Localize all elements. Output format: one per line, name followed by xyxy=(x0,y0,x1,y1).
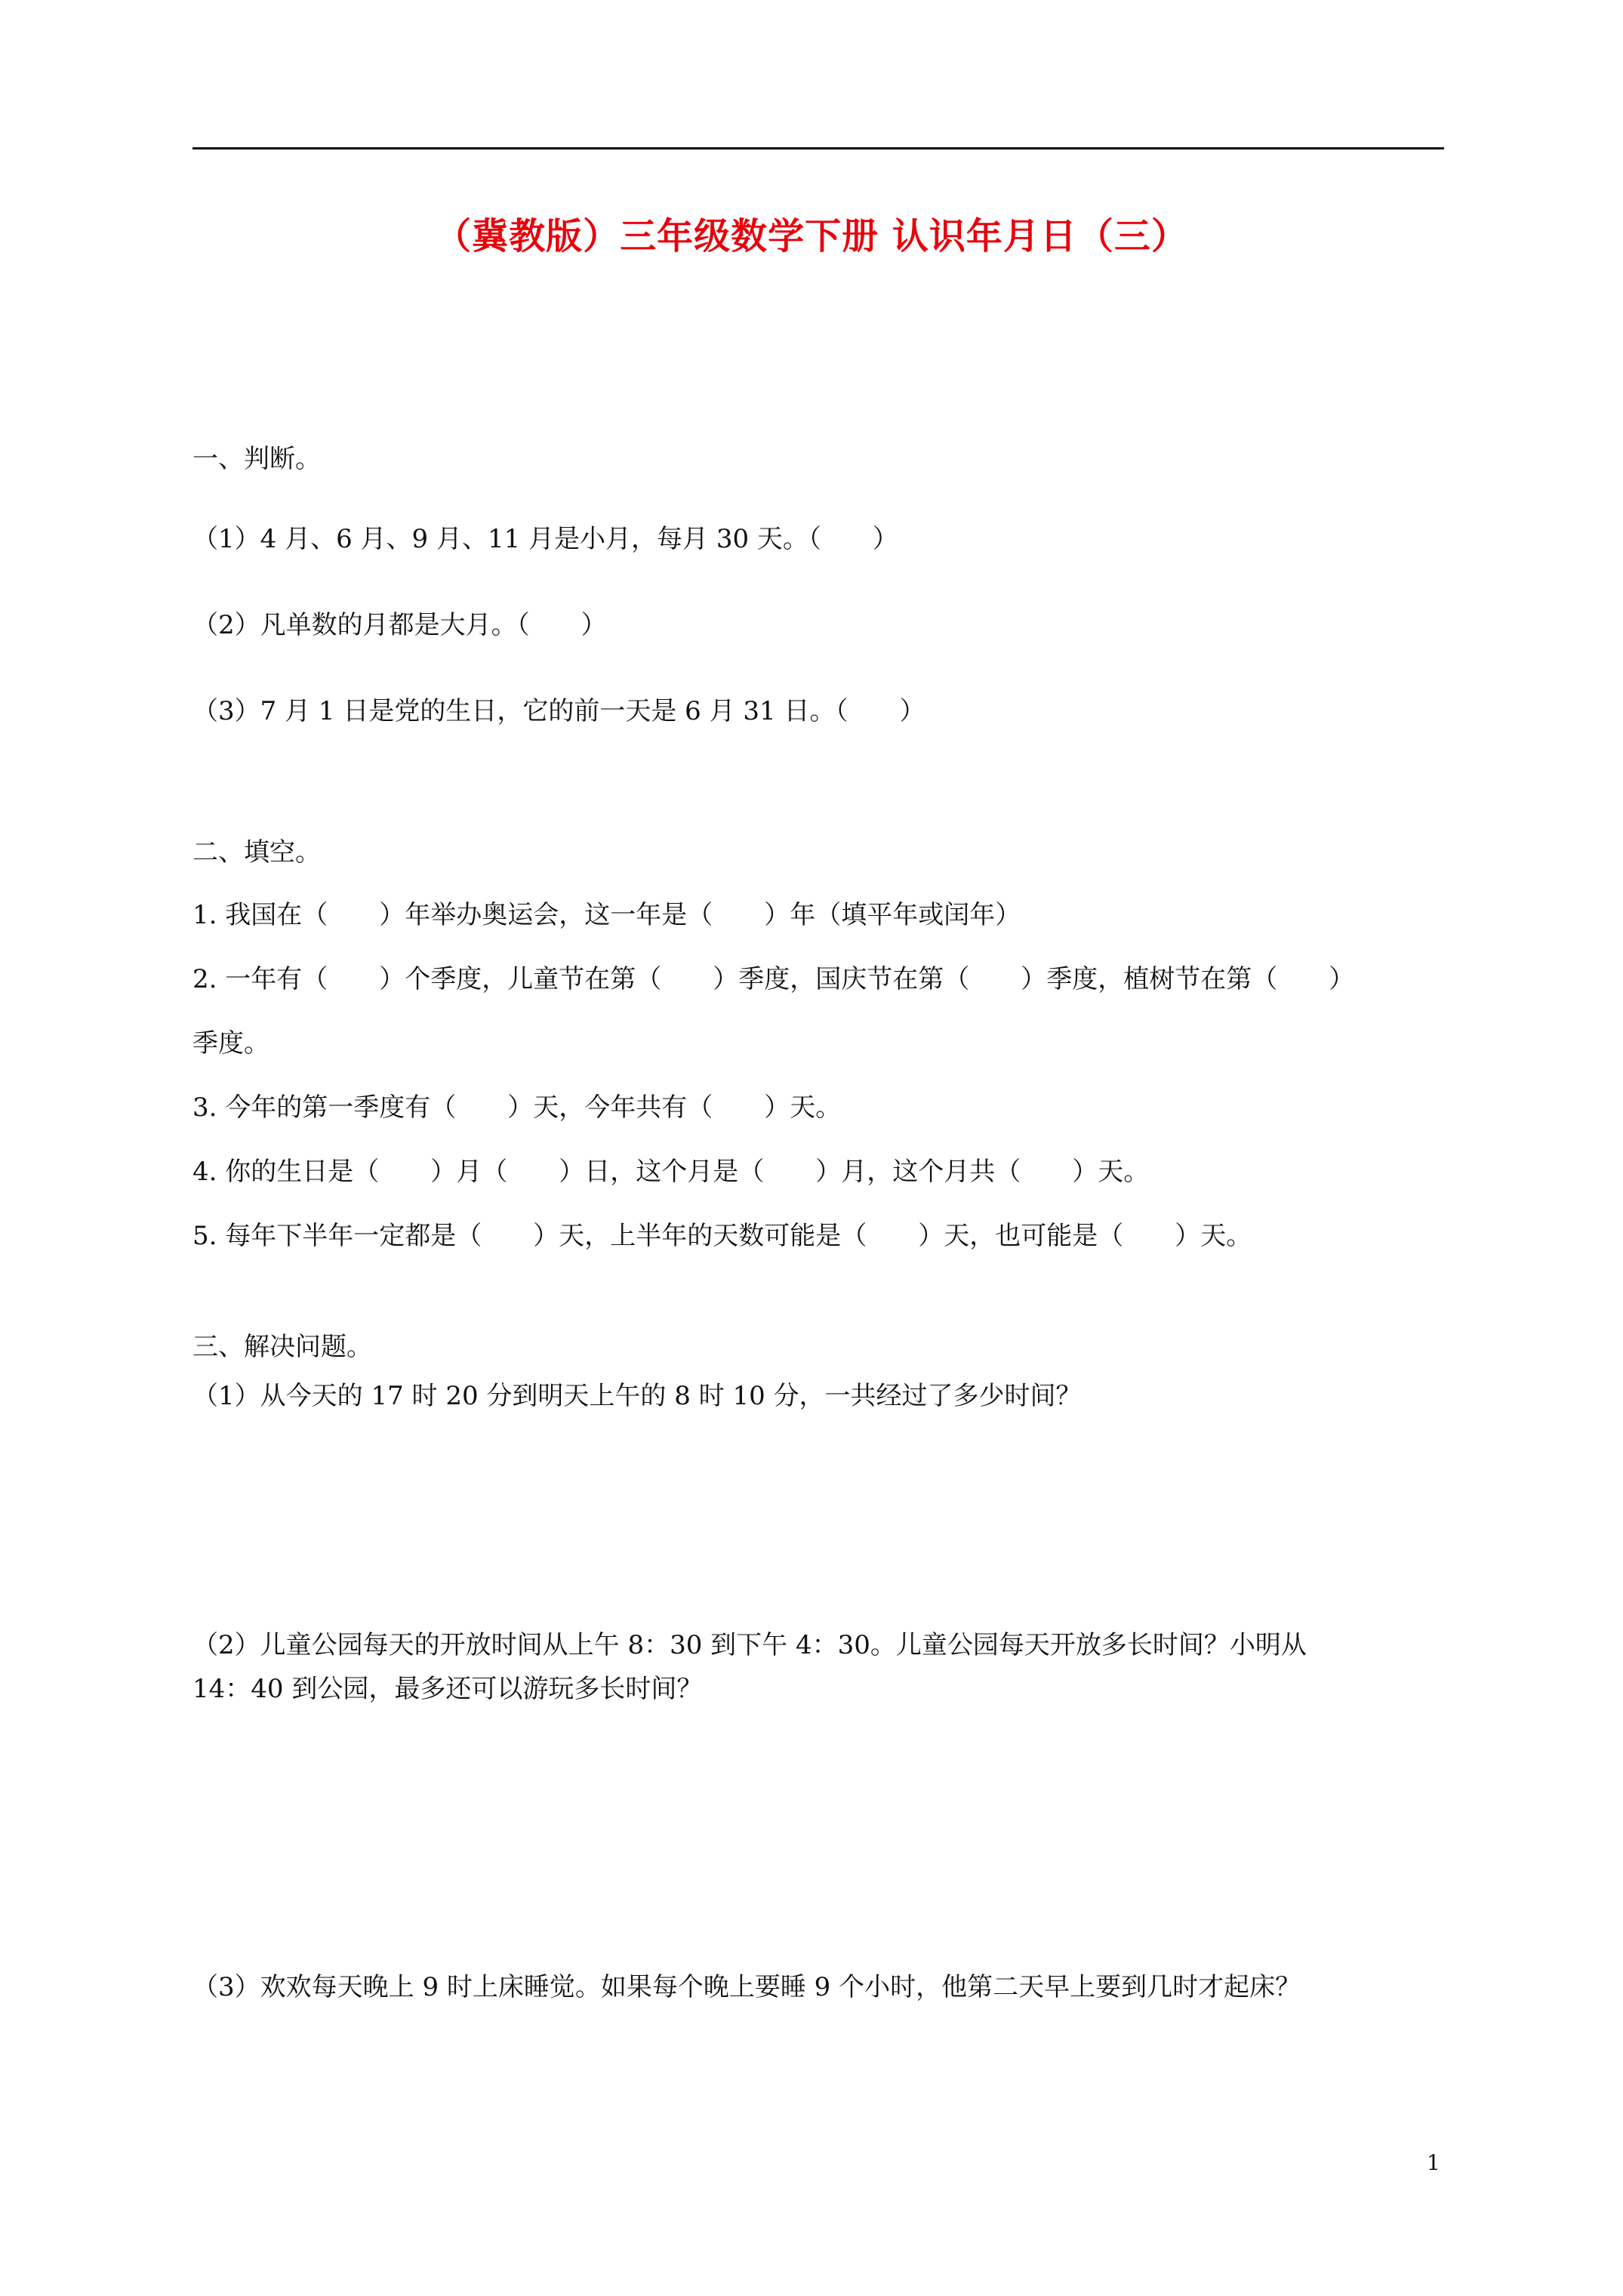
fill-item-2: 2. 一年有（ ）个季度，儿童节在第（ ）季度，国庆节在第（ ）季度，植树节在第（ ） xyxy=(192,964,1355,994)
judge-item-3: （3）7 月 1 日是党的生日，它的前一天是 6 月 31 日。（ ） xyxy=(192,696,925,726)
page-number: 1 xyxy=(1427,2150,1440,2175)
fill-item-1: 1. 我国在（ ）年举办奥运会，这一年是（ ）年（填平年或闰年） xyxy=(192,900,1021,930)
document-title: （冀教版）三年级数学下册 认识年月日（三） xyxy=(435,215,1188,257)
fill-item-5: 5. 每年下半年一定都是（ ）天，上半年的天数可能是（ ）天，也可能是（ ）天。 xyxy=(192,1221,1252,1251)
section-heading-problems: 三、解决问题。 xyxy=(192,1332,372,1362)
fill-item-4: 4. 你的生日是（ ）月（ ）日，这个月是（ ）月，这个月共（ ）天。 xyxy=(192,1157,1150,1187)
section-heading-judge: 一、判断。 xyxy=(192,444,321,474)
fill-item-2-continued: 季度。 xyxy=(192,1028,269,1059)
problem-2-line-2: 14：40 到公园，最多还可以游玩多长时间？ xyxy=(192,1674,703,1704)
section-heading-fill: 二、填空。 xyxy=(192,837,321,868)
fill-item-3: 3. 今年的第一季度有（ ）天，今年共有（ ）天。 xyxy=(192,1093,842,1123)
header-rule xyxy=(192,147,1444,149)
problem-3: （3）欢欢每天晚上 9 时上床睡觉。如果每个晚上要睡 9 个小时，他第二天早上要到几时才起床？ xyxy=(192,1972,1301,2002)
problem-1: （1）从今天的 17 时 20 分到明天上午的 8 时 10 分，一共经过了多少时间？ xyxy=(192,1381,1082,1411)
problem-2-line-1: （2）儿童公园每天的开放时间从上午 8：30 到下午 4：30。儿童公园每天开放多长时间？小明从 xyxy=(192,1630,1307,1660)
judge-item-2: （2）凡单数的月都是大月。（ ） xyxy=(192,610,607,640)
judge-item-1: （1）4 月、6 月、9 月、11 月是小月，每月 30 天。（ ） xyxy=(192,524,898,554)
